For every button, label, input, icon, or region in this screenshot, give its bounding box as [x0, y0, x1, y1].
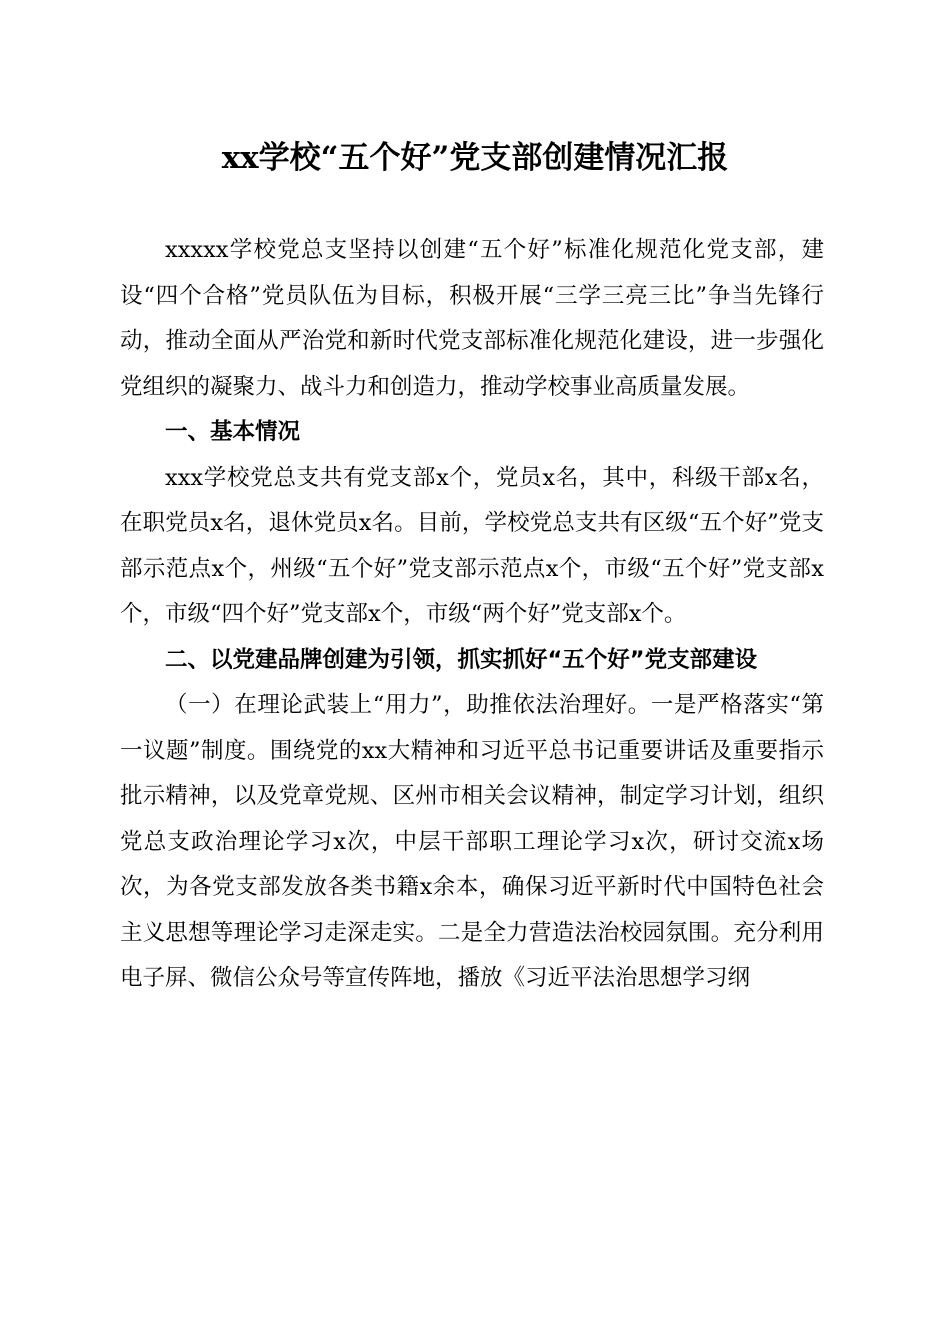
- section-heading-basic-situation: 一、基本情况: [165, 419, 301, 445]
- document-title: xx学校“五个好”党支部创建情况汇报: [221, 140, 729, 176]
- theory-armament-paragraph: （一）在理论武装上“用力”，助推依法治理好。一是严格落实“第一议题”制度。围绕党的xx大精神和习近平总书记重要讲话及重要指示批示精神，以及党章党规、区州市相关会议精神，制定学习计划，组织党总支政治理论学习x次，中层干部职工理论学习x次，研讨交流x场次，为各党支部发放各类书籍x余本，确保习近平新时代中国特色社会主义思想等理论学习走深走实。二是全力营造法治校园氛围。充分利用电子屏、微信公众号等宣传阵地，播放《习近平法治思想学习纲: [120, 692, 824, 991]
- section-heading-party-building: 二、以党建品牌创建为引领，抓实抓好“五个好”党支部建设: [165, 646, 758, 673]
- basic-situation-paragraph: xxx学校党总支共有党支部x个，党员x名，其中，科级干部x名，在职党员x名，退休党员x名。目前，学校党总支共有区级“五个好”党支部示范点x个，州级“五个好”党支部示范点x个，市级“五个好”党支部x个，市级“四个好”党支部x个，市级“两个好”党支部x个。: [120, 464, 824, 627]
- intro-paragraph: xxxxx学校党总支坚持以创建“五个好”标准化规范化党支部，建设“四个合格”党员队伍为目标，积极开展“三学三亮三比”争当先锋行动，推动全面从严治党和新时代党支部标准化规范化建设，进一步强化党组织的凝聚力、战斗力和创造力，推动学校事业高质量发展。: [120, 237, 824, 400]
- document-body: [120, 228, 824, 1002]
